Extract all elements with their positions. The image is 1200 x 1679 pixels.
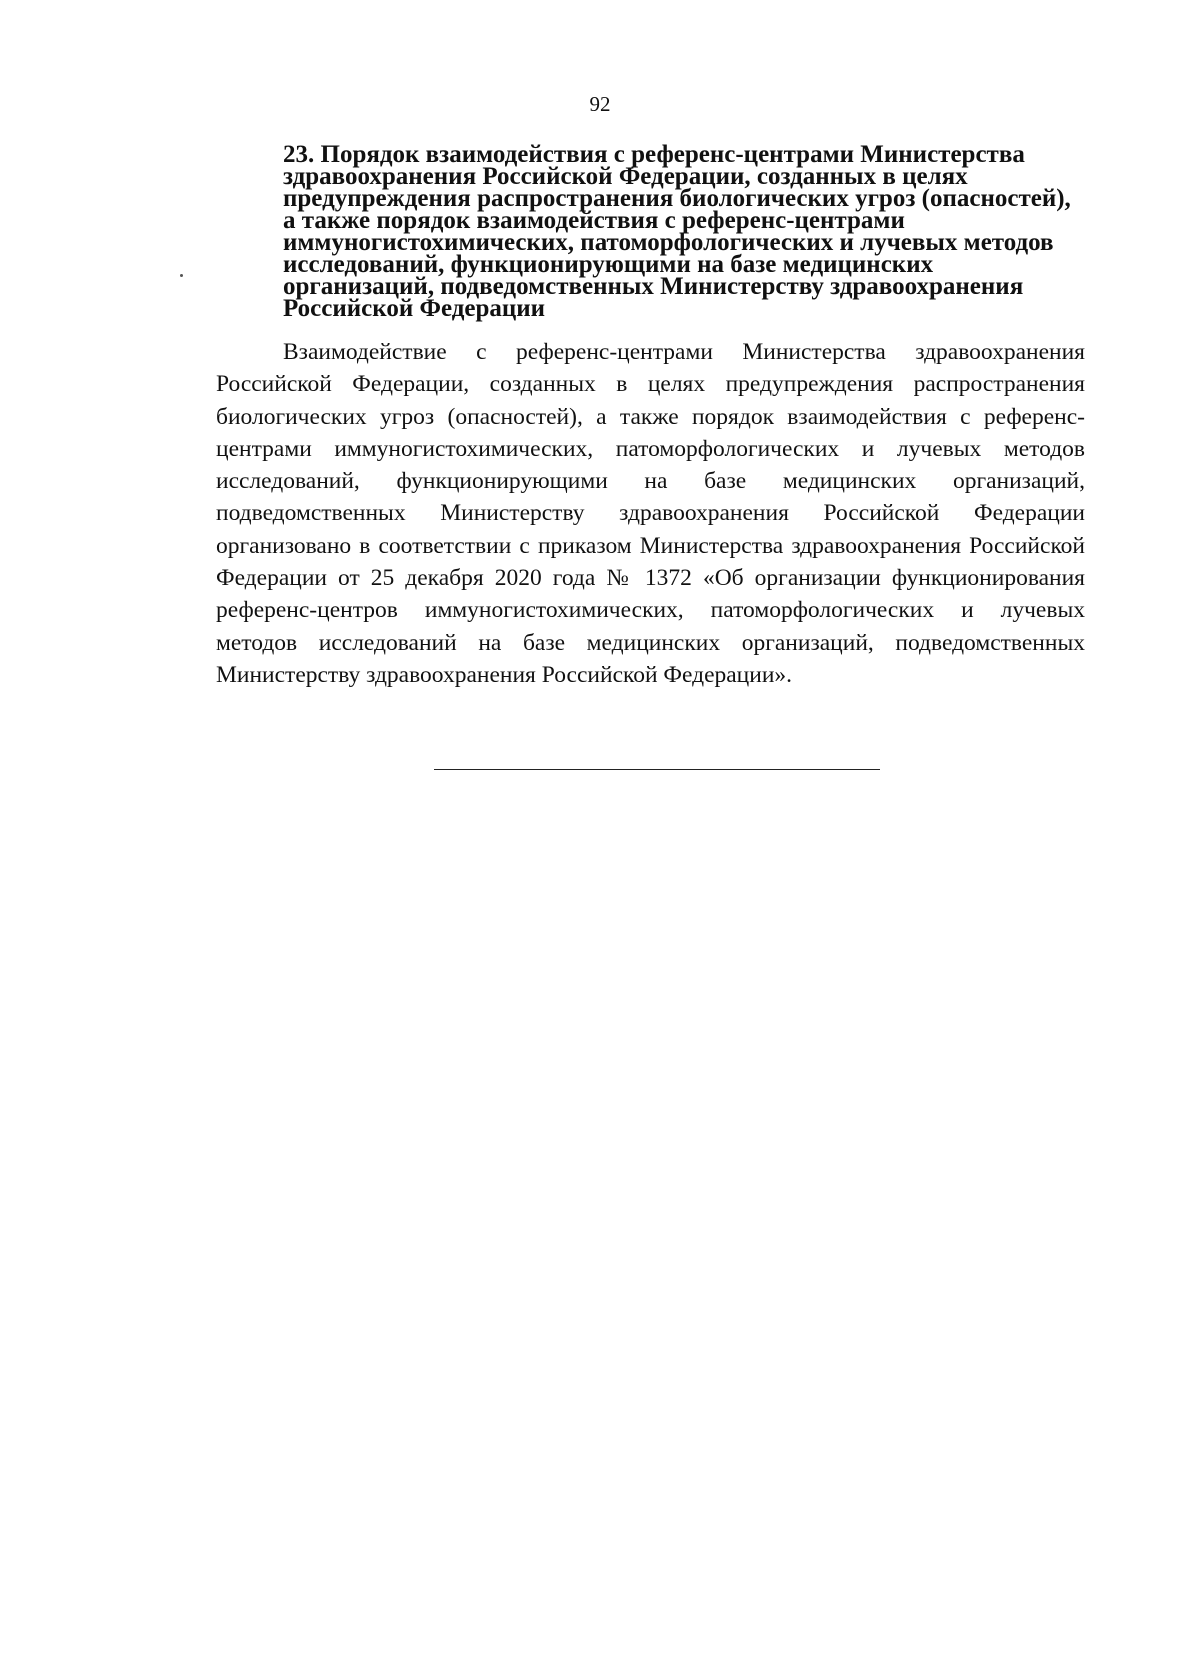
section-heading: 23. Порядок взаимодействия с референс-центрами Министерства здравоохранения Российской Федерации, созданных в целях предупреждения распространения биологических угроз (опасностей), а также порядок взаимодействия с референс-центрами иммуногистохимических, патоморфологических и лучевых методов исследований, функционирующими на базе медицинских организаций, подведомственных Министерству здравоохранения Российской Федерации (283, 141, 1071, 322)
end-of-section-divider (434, 769, 880, 770)
body-paragraph: Взаимодействие с референс-центрами Министерства здравоохранения Российской Федерации, созданных в целях предупреждения распространения биологических угроз (опасностей), а также порядок взаимодействия с референс-центрами иммуногистохимических, патоморфологических и лучевых методов исследований, функционирующими на базе медицинских организаций, подведомственных Министерству здравоохранения Российской Федерации организовано в соответствии с приказом Министерства здравоохранения Российской Федерации от 25 декабря 2020 года № 1372 «Об организации функционирования референс-центров иммуногистохимических, патоморфологических и лучевых методов исследований на базе медицинских организаций, подведомственных Министерству здравоохранения Российской Федерации». (216, 339, 1085, 688)
page-number: 92 (589, 92, 611, 116)
scan-speck (180, 274, 183, 277)
